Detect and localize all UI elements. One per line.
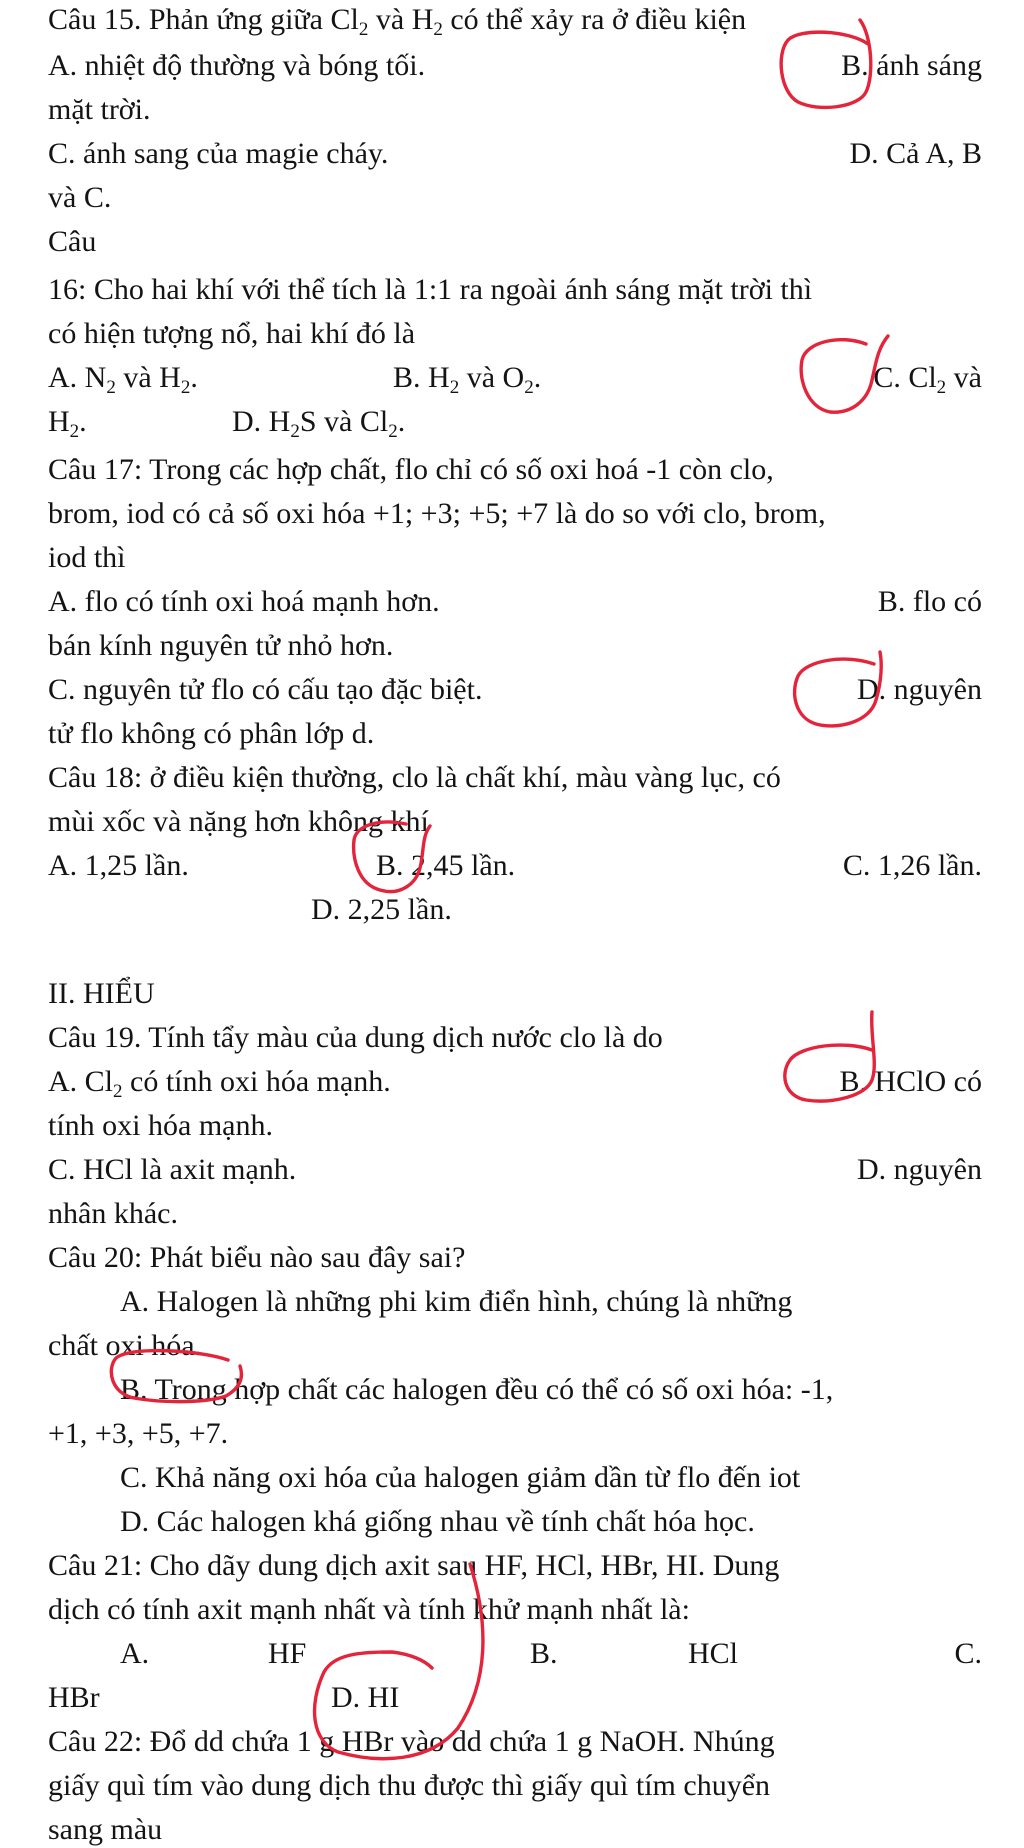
q21-option-a[interactable]: A. (120, 1637, 150, 1670)
q19-option-c[interactable]: C. HCl là axit mạnh. (48, 1153, 297, 1186)
q19-options-row2 (48, 1152, 982, 1188)
q19-option-d[interactable]: D. nguyên (857, 1153, 982, 1186)
q20-option-a-cont: chất oxi hóa. (48, 1329, 203, 1362)
q16-option-d[interactable]: D. $H_2S$ và $Cl_2$. (232, 405, 406, 442)
q18-question-line1: Câu 18: ở điều kiện thường, clo là chất khí, màu vàng lục, có (48, 761, 781, 794)
q17-option-b[interactable]: B. flo có (877, 585, 982, 618)
q15-options-row1 (48, 48, 982, 84)
q16-option-c-cont: $H_2$. (48, 405, 87, 442)
q18-option-a[interactable]: A. 1,25 lần. (48, 849, 189, 882)
q18-option-d[interactable]: D. 2,25 lần. (311, 893, 452, 926)
q16-option-b[interactable]: B. $H_2$ và $O_2$. (393, 361, 542, 398)
q20-option-b-cont: +1, +3, +5, +7. (48, 1417, 229, 1450)
q16-question-line1: 16: Cho hai khí với thể tích là 1:1 ra ngoài ánh sáng mặt trời thì (48, 273, 813, 306)
q15-option-d-cont: và C. (48, 181, 112, 214)
q17-question-line3: iod thì (48, 541, 126, 574)
q17-option-b-cont: bán kính nguyên tử nhỏ hơn. (48, 629, 394, 662)
q15-option-b[interactable]: B. ánh sáng (841, 49, 982, 82)
q20-option-d[interactable]: D. Các halogen khá giống nhau về tính chất hóa học. (120, 1505, 755, 1538)
q15-question: Câu 15. Phản ứng giữa $Cl_2$ và $H_2$ có thể xảy ra ở điều kiện (48, 3, 747, 40)
q17-option-d-cont: tử flo không có phân lớp d. (48, 717, 375, 750)
q21-option-d[interactable]: D. HI (331, 1681, 400, 1714)
q19-option-b-cont: tính oxi hóa mạnh. (48, 1109, 273, 1142)
q15-option-c[interactable]: C. ánh sang của magie cháy. (48, 137, 389, 170)
q19-option-d-cont: nhân khác. (48, 1197, 178, 1230)
q17-option-a[interactable]: A. flo có tính oxi hoá mạnh hơn. (48, 585, 440, 618)
q18-option-b[interactable]: B. 2,45 lần. (376, 849, 516, 882)
q19-option-a[interactable]: A. $Cl_2$ có tính oxi hóa mạnh. (48, 1065, 391, 1102)
q21-option-c-value: HBr (48, 1681, 100, 1714)
q20-option-a[interactable]: A. Halogen là những phi kim điển hình, chúng là những (120, 1285, 793, 1318)
q17-question-line2: brom, iod có cả số oxi hóa +1; +3; +5; +7 là do so với clo, brom, (48, 497, 826, 530)
q19-options-row1 (48, 1064, 982, 1100)
q18-question-line2: mùi xốc và nặng hơn không khí (48, 805, 429, 838)
q17-options-row2 (48, 672, 982, 708)
q17-option-d[interactable]: D. nguyên (857, 673, 982, 706)
q17-option-c[interactable]: C. nguyên tử flo có cấu tạo đặc biệt. (48, 673, 483, 706)
section-heading: II. HIỂU (48, 977, 155, 1010)
q22-question-line3: sang màu (48, 1813, 163, 1846)
q15-option-b-cont: mặt trời. (48, 93, 151, 126)
q21-question-line2: dịch có tính axit mạnh nhất và tính khử mạnh nhất là: (48, 1593, 690, 1626)
q20-option-c[interactable]: C. Khả năng oxi hóa của halogen giảm dần từ flo đến iot (120, 1461, 801, 1494)
q16-option-c[interactable]: C. $Cl_2$ và (873, 361, 982, 398)
q16-heading: Câu (48, 225, 97, 258)
q16-option-a[interactable]: A. $N_2$ và $H_2$. (48, 361, 198, 398)
q21-option-b[interactable]: B. (530, 1637, 558, 1670)
q22-question-line2: giấy quì tím vào dung dịch thu được thì giấy quì tím chuyển (48, 1769, 771, 1802)
q21-option-b-value: HCl (688, 1637, 739, 1670)
q20-question: Câu 20: Phát biểu nào sau đây sai? (48, 1241, 466, 1274)
q19-option-b[interactable]: B. HClO có (839, 1065, 982, 1098)
q21-option-c[interactable]: C. (954, 1637, 982, 1670)
q21-question-line1: Câu 21: Cho dãy dung dịch axit sau HF, HCl, HBr, HI. Dung (48, 1549, 780, 1582)
q15-option-d[interactable]: D. Cả A, B (849, 137, 982, 170)
q19-question: Câu 19. Tính tẩy màu của dung dịch nước clo là do (48, 1021, 663, 1054)
q16-question-line2: có hiện tượng nổ, hai khí đó là (48, 317, 416, 350)
q18-option-c[interactable]: C. 1,26 lần. (842, 849, 982, 882)
q20-option-b[interactable]: B. Trong hợp chất các halogen đều có thể có số oxi hóa: -1, (120, 1373, 834, 1406)
q15-option-a[interactable]: A. nhiệt độ thường và bóng tối. (48, 49, 426, 82)
q17-question-line1: Câu 17: Trong các hợp chất, flo chỉ có số oxi hoá -1 còn clo, (48, 453, 774, 486)
q17-options-row1 (48, 584, 982, 620)
q21-option-a-value: HF (268, 1637, 307, 1670)
q22-question-line1: Câu 22: Đổ dd chứa 1 g HBr vào dd chứa 1 g NaOH. Nhúng (48, 1725, 775, 1758)
q15-options-row2 (48, 136, 982, 172)
